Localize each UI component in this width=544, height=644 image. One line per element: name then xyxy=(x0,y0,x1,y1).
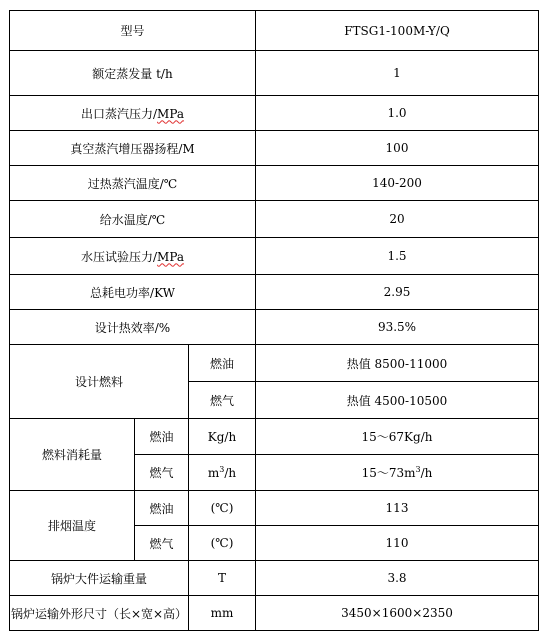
outlet-pressure-value: 1.0 xyxy=(256,96,539,131)
model-label: 型号 xyxy=(10,11,256,51)
total-power-label: 总耗电功率/KW xyxy=(10,275,256,310)
fuel-gas-label: 燃气 xyxy=(189,382,256,419)
exhaust-gas-value: 110 xyxy=(256,526,539,561)
transport-size-label: 锅炉运输外形尺寸（长×宽×高） xyxy=(10,596,189,631)
consumption-gas-unit-base: m xyxy=(207,465,220,480)
consumption-gas-label: 燃气 xyxy=(135,455,189,491)
outlet-pressure-label-text: 出口蒸汽压力/ xyxy=(80,106,158,121)
superheat-temp-value: 140-200 xyxy=(256,166,539,201)
hydro-test-unit: MPa xyxy=(157,249,185,264)
row-fuel-oil xyxy=(10,345,539,382)
consumption-gas-value xyxy=(256,455,539,491)
consumption-gas-value-rate: /h xyxy=(420,466,433,480)
row-transport-size xyxy=(10,596,539,631)
exhaust-oil-label: 燃油 xyxy=(135,491,189,526)
fuel-label: 设计燃料 xyxy=(10,345,189,419)
vacuum-lift-value: 100 xyxy=(256,131,539,166)
row-outlet-pressure xyxy=(10,96,539,131)
efficiency-value: 93.5% xyxy=(256,310,539,345)
outlet-pressure-label xyxy=(10,96,256,131)
transport-weight-label: 锅炉大件运输重量 xyxy=(10,561,189,596)
row-steam-output xyxy=(10,51,539,96)
row-consumption-oil xyxy=(10,419,539,455)
efficiency-label: 设计热效率/% xyxy=(10,310,256,345)
fuel-oil-label: 燃油 xyxy=(189,345,256,382)
steam-output-label: 额定蒸发量 t/h xyxy=(10,51,256,96)
consumption-oil-label: 燃油 xyxy=(135,419,189,455)
outlet-pressure-unit: MPa xyxy=(157,106,185,121)
row-model xyxy=(10,11,539,51)
consumption-oil-unit: Kg/h xyxy=(189,419,256,455)
consumption-gas-value-exp: 3 xyxy=(415,465,421,474)
consumption-gas-unit xyxy=(189,455,256,491)
boiler-spec-table xyxy=(9,10,539,631)
transport-size-unit: mm xyxy=(189,596,256,631)
hydro-test-label-text: 水压试验压力/ xyxy=(80,249,158,264)
transport-weight-unit: T xyxy=(189,561,256,596)
exhaust-oil-unit: (℃) xyxy=(189,491,256,526)
consumption-oil-value: 15～67Kg/h xyxy=(256,419,539,455)
hydro-test-label xyxy=(10,238,256,275)
exhaust-oil-value: 113 xyxy=(256,491,539,526)
exhaust-gas-label: 燃气 xyxy=(135,526,189,561)
row-total-power xyxy=(10,275,539,310)
row-efficiency xyxy=(10,310,539,345)
vacuum-lift-label: 真空蒸汽增压器扬程/M xyxy=(10,131,256,166)
transport-size-value: 3450×1600×2350 xyxy=(256,596,539,631)
fuel-oil-value: 热值 8500-11000 xyxy=(256,345,539,382)
consumption-label: 燃料消耗量 xyxy=(10,419,135,491)
transport-weight-value: 3.8 xyxy=(256,561,539,596)
row-feedwater-temp xyxy=(10,201,539,238)
row-exhaust-oil xyxy=(10,491,539,526)
steam-output-value: 1 xyxy=(256,51,539,96)
row-transport-weight xyxy=(10,561,539,596)
row-vacuum-lift xyxy=(10,131,539,166)
row-superheat-temp xyxy=(10,166,539,201)
consumption-gas-value-base: 15～73m xyxy=(361,466,416,480)
model-value: FTSG1-100M-Y/Q xyxy=(256,11,539,51)
consumption-gas-unit-exp: 3 xyxy=(219,464,225,474)
row-hydro-test xyxy=(10,238,539,275)
fuel-gas-value: 热值 4500-10500 xyxy=(256,382,539,419)
superheat-temp-label: 过热蒸汽温度/℃ xyxy=(10,166,256,201)
feedwater-temp-label: 给水温度/℃ xyxy=(10,201,256,238)
exhaust-gas-unit: (℃) xyxy=(189,526,256,561)
total-power-value: 2.95 xyxy=(256,275,539,310)
feedwater-temp-value: 20 xyxy=(256,201,539,238)
hydro-test-value: 1.5 xyxy=(256,238,539,275)
consumption-gas-unit-rate: /h xyxy=(224,465,237,480)
exhaust-label: 排烟温度 xyxy=(10,491,135,561)
